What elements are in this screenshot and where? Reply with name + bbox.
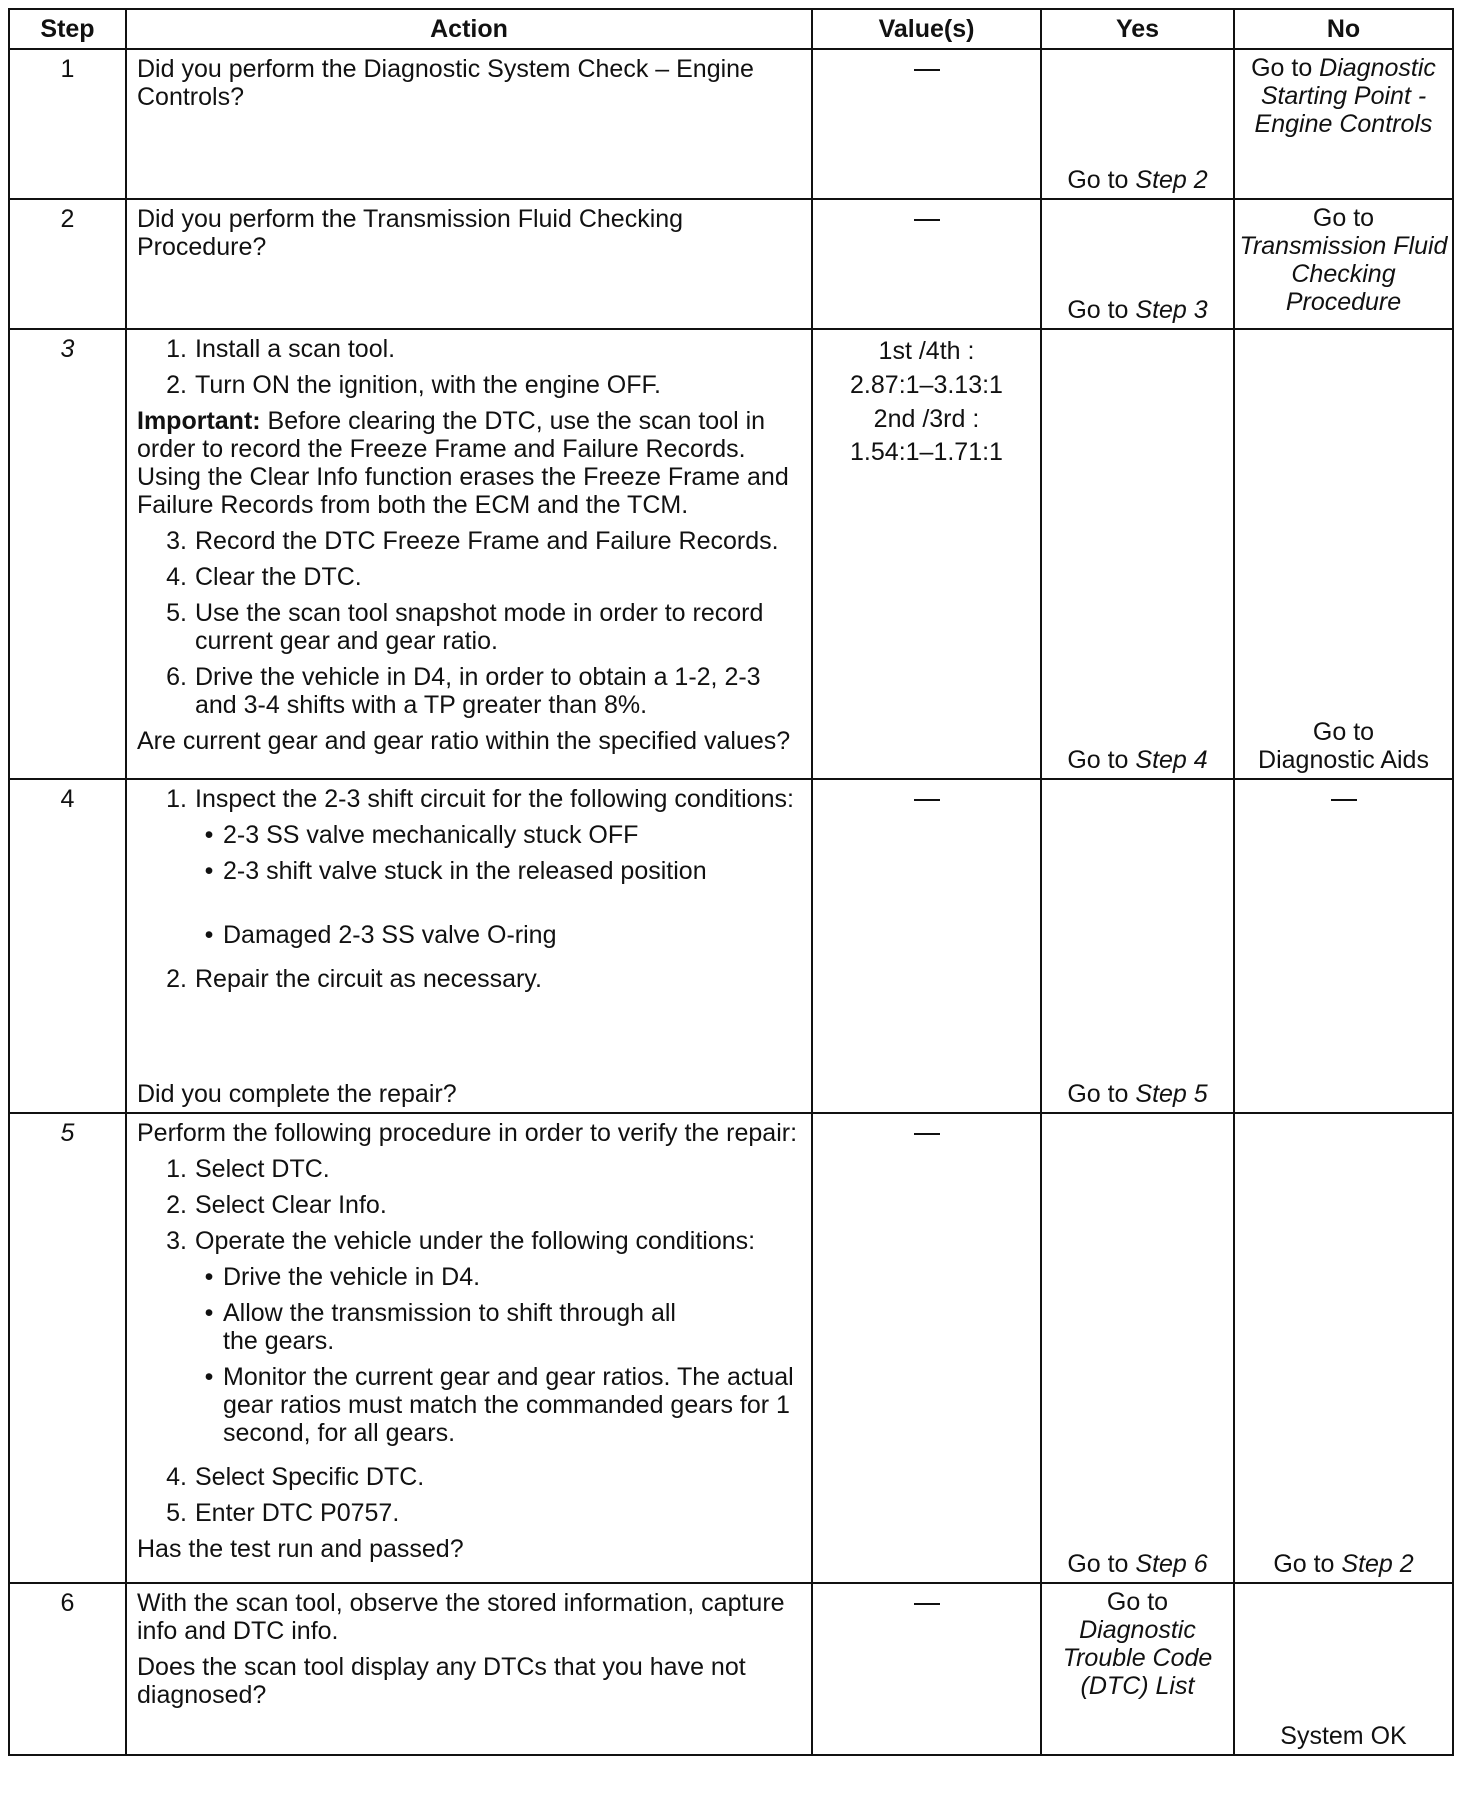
action-question: Does the scan tool display any DTCs that you have not diagnosed?: [137, 1653, 746, 1709]
step-number: 4: [9, 779, 126, 1113]
yes-cell: [1041, 1583, 1234, 1755]
action-cell: [126, 1583, 812, 1755]
value-line: 1st /4th :: [878, 337, 975, 365]
list-item: 2. Turn ON the ignition, with the engine OFF.: [166, 371, 661, 399]
dash-mark: [914, 69, 940, 71]
diagnostic-table: [8, 8, 1454, 1756]
list-item: 1. Install a scan tool.: [166, 335, 396, 363]
condition-list: [195, 821, 801, 949]
list-item: • 2-3 SS valve mechanically stuck OFF: [204, 821, 639, 849]
dash-mark: [914, 799, 940, 801]
no-cell: [1234, 199, 1453, 329]
value-cell: [812, 1583, 1041, 1755]
step-number: 3: [9, 329, 126, 779]
action-question: Did you complete the repair?: [137, 1080, 457, 1108]
yes-cell: [1041, 199, 1234, 329]
list-item: 2. Select Clear Info.: [166, 1191, 387, 1219]
no-cell: [1234, 779, 1453, 1113]
list-item: 3. Operate the vehicle under the following conditions: • Drive the vehicle in D4. • Allow the transmission to shift through all the gears. • Monitor the current gear and gear ratios. The actual gear ratios must match the commanded gears for 1 second, for all gears.: [137, 1227, 801, 1455]
list-item: 1. Inspect the 2-3 shift circuit for the following conditions: • 2-3 SS valve mechanically stuck OFF • 2-3 shift valve stuck in the released position • Damaged 2-3 SS valve O-ring: [137, 785, 801, 957]
no-link[interactable]: Go to Diagnostic Starting Point - Engine Controls: [1251, 54, 1436, 138]
value-line: 2.87:1–3.13:1: [850, 370, 1003, 399]
value-cell: [812, 1113, 1041, 1583]
list-item: • Monitor the current gear and gear ratios. The actual gear ratios must match the commanded gears for 1 second, for all gears.: [204, 1363, 794, 1447]
table-row: [9, 329, 1453, 779]
yes-link[interactable]: Go to Step 6: [1067, 1550, 1208, 1578]
list-item: • Damaged 2-3 SS valve O-ring: [204, 921, 557, 949]
list-item: 3. Record the DTC Freeze Frame and Failure Records.: [166, 527, 779, 555]
table-row: [9, 199, 1453, 329]
yes-cell: [1041, 329, 1234, 779]
action-cell: [126, 779, 812, 1113]
no-cell: [1234, 49, 1453, 199]
yes-cell: [1041, 779, 1234, 1113]
value-line: 2nd /3rd :: [873, 404, 980, 433]
table-row: [9, 1113, 1453, 1583]
action-intro: Perform the following procedure in order to verify the repair:: [137, 1119, 798, 1147]
yes-link[interactable]: Go to Step 5: [1067, 1080, 1208, 1108]
dash-mark: [914, 1133, 940, 1135]
list-item: 4. Clear the DTC.: [166, 563, 362, 591]
diagnostic-page: [8, 8, 1452, 1756]
condition-list: [195, 1263, 801, 1447]
no-cell: [1234, 1583, 1453, 1755]
header-yes: Yes: [1041, 9, 1234, 49]
yes-cell: [1041, 1113, 1234, 1583]
no-link[interactable]: Go to Diagnostic Aids: [1258, 718, 1429, 774]
header-no: No: [1234, 9, 1453, 49]
yes-link[interactable]: Go to Diagnostic Trouble Code (DTC) List: [1062, 1588, 1213, 1700]
action-question: Has the test run and passed?: [137, 1535, 464, 1563]
yes-link[interactable]: Go to Step 3: [1067, 296, 1208, 324]
action-question: Did you perform the Transmission Fluid Checking Procedure?: [137, 205, 684, 261]
header-values: Value(s): [812, 9, 1041, 49]
list-item: • 2-3 shift valve stuck in the released position: [204, 857, 707, 885]
value-cell: [812, 329, 1041, 779]
procedure-list: [137, 527, 801, 719]
action-cell: [126, 49, 812, 199]
action-cell: [126, 1113, 812, 1583]
no-link[interactable]: Go to Step 2: [1273, 1550, 1414, 1578]
value-cell: [812, 49, 1041, 199]
procedure-list: [137, 1155, 801, 1527]
no-result: System OK: [1280, 1722, 1407, 1750]
list-item: 6. Drive the vehicle in D4, in order to obtain a 1-2, 2-3 and 3-4 shifts with a TP greater than 8%.: [166, 663, 761, 719]
action-cell: [126, 199, 812, 329]
header-row: [9, 9, 1453, 49]
value-line: 1.54:1–1.71:1: [850, 438, 1003, 467]
action-question: Did you perform the Diagnostic System Check – Engine Controls?: [137, 55, 754, 111]
list-item: 5. Use the scan tool snapshot mode in order to record current gear and gear ratio.: [166, 599, 764, 655]
table-row: [9, 49, 1453, 199]
yes-link[interactable]: Go to Step 2: [1067, 166, 1208, 194]
list-item: 4. Select Specific DTC.: [166, 1463, 425, 1491]
step-number: 6: [9, 1583, 126, 1755]
action-cell: [126, 329, 812, 779]
header-step: Step: [9, 9, 126, 49]
action-instruction: With the scan tool, observe the stored information, capture info and DTC info.: [137, 1589, 785, 1645]
dash-mark: [1331, 799, 1357, 801]
list-item: 5. Enter DTC P0757.: [166, 1499, 400, 1527]
list-item: • Drive the vehicle in D4.: [204, 1263, 481, 1291]
yes-link[interactable]: Go to Step 4: [1067, 746, 1208, 774]
step-number: 1: [9, 49, 126, 199]
yes-cell: [1041, 49, 1234, 199]
no-link[interactable]: Go to Transmission Fluid Checking Procedure: [1239, 204, 1448, 316]
table-row: [9, 1583, 1453, 1755]
dash-mark: [914, 219, 940, 221]
step-number: 5: [9, 1113, 126, 1583]
important-note: Important: Before clearing the DTC, use the scan tool in order to record the Freeze Frame and Failure Records. Using the Clear Info function erases the Freeze Frame and Failure Records from both the ECM and the TCM.: [137, 407, 789, 519]
list-item: 2. Repair the circuit as necessary.: [166, 965, 542, 993]
value-cell: [812, 779, 1041, 1113]
value-cell: [812, 199, 1041, 329]
no-cell: [1234, 1113, 1453, 1583]
procedure-list: [137, 335, 801, 399]
dash-mark: [914, 1603, 940, 1605]
no-cell: [1234, 329, 1453, 779]
list-item: 1. Select DTC.: [166, 1155, 330, 1183]
header-action: Action: [126, 9, 812, 49]
step-number: 2: [9, 199, 126, 329]
list-item: • Allow the transmission to shift through all the gears.: [204, 1299, 676, 1355]
table-row: [9, 779, 1453, 1113]
procedure-list: [137, 785, 801, 993]
action-question: Are current gear and gear ratio within the specified values?: [137, 727, 791, 755]
